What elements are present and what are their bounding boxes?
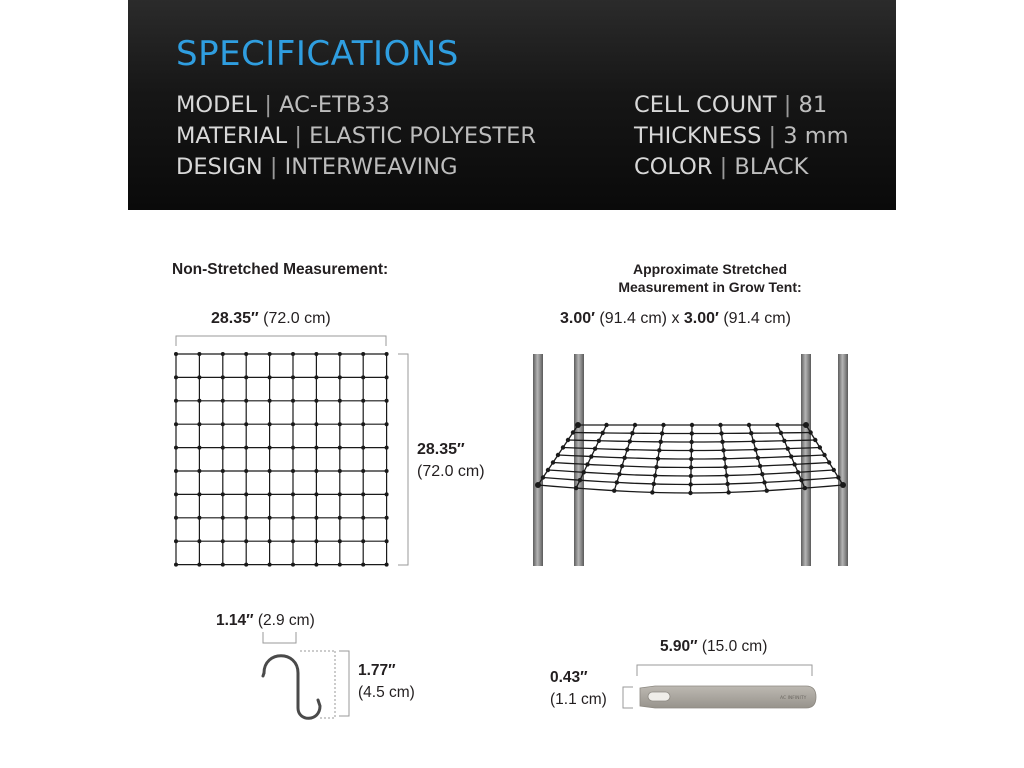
net-knot	[803, 486, 807, 490]
net-knot	[796, 470, 800, 474]
net-knot	[268, 516, 272, 520]
tent-pole	[801, 354, 811, 566]
net-knot	[174, 539, 178, 543]
net-knot	[722, 456, 726, 460]
net-knot	[268, 492, 272, 496]
net-knot	[291, 469, 295, 473]
net-knot	[314, 516, 318, 520]
net-knot	[385, 422, 389, 426]
net-knot	[726, 490, 730, 494]
net-knot	[268, 352, 272, 356]
net-knot	[361, 563, 365, 567]
net-knot	[760, 472, 764, 476]
net-knot	[221, 563, 225, 567]
net-knot	[782, 439, 786, 443]
net-knot	[385, 399, 389, 403]
net-knot	[244, 563, 248, 567]
net-knot	[385, 516, 389, 520]
net-knot	[566, 438, 570, 442]
net-knot	[574, 486, 578, 490]
net-knot	[221, 352, 225, 356]
net-knot	[604, 423, 608, 427]
net-knot	[541, 475, 545, 479]
net-knot	[338, 516, 342, 520]
net-knot	[244, 516, 248, 520]
net-width-label: 28.35″ (72.0 cm)	[211, 310, 331, 327]
net-knot	[630, 431, 634, 435]
net-knot	[291, 446, 295, 450]
net-knot	[268, 422, 272, 426]
net-knot	[244, 446, 248, 450]
net-knot	[338, 446, 342, 450]
stretched-heading: Approximate Stretched Measurement in Grow Tent:	[618, 261, 802, 295]
net-knot	[765, 488, 769, 492]
net-knot	[361, 446, 365, 450]
net-knot	[775, 423, 779, 427]
spec-value: BLACK	[734, 154, 809, 180]
net-knot	[546, 468, 550, 472]
net-knot	[314, 422, 318, 426]
net-knot	[585, 462, 589, 466]
net-knot	[244, 539, 248, 543]
net-knot	[361, 399, 365, 403]
net-knot	[385, 446, 389, 450]
net-knot	[197, 516, 201, 520]
net-knot	[291, 375, 295, 379]
net-knot	[314, 539, 318, 543]
net-height-bracket	[398, 354, 408, 565]
net-knot	[556, 453, 560, 457]
net-knot	[582, 470, 586, 474]
net-knot	[385, 539, 389, 543]
net-knot	[660, 431, 664, 435]
net-knot	[659, 440, 663, 444]
net-knot	[338, 399, 342, 403]
net-knot	[689, 448, 693, 452]
net-knot	[657, 448, 661, 452]
net-knot	[197, 399, 201, 403]
net-knot	[221, 492, 225, 496]
spec-cell-count: CELL COUNT | 81	[634, 92, 828, 118]
net-knot	[827, 460, 831, 464]
net-knot	[753, 447, 757, 451]
spec-value: ELASTIC POLYESTER	[309, 123, 536, 149]
net-knot	[617, 472, 621, 476]
net-knot	[597, 439, 601, 443]
net-knot	[268, 399, 272, 403]
net-knot	[361, 422, 365, 426]
net-knot	[385, 492, 389, 496]
net-knot	[652, 482, 656, 486]
net-knot	[221, 375, 225, 379]
net-knot	[688, 491, 692, 495]
spec-value: 3 mm	[783, 123, 849, 149]
net-knot	[832, 468, 836, 472]
net-knot	[620, 464, 624, 468]
net-knot	[244, 375, 248, 379]
spec-material: MATERIAL | ELASTIC POLYESTER	[176, 123, 536, 149]
net-knot	[314, 469, 318, 473]
net-knot	[822, 453, 826, 457]
net-height-label: 28.35″ (72.0 cm)	[417, 441, 485, 480]
net-knot	[268, 469, 272, 473]
net-knot	[799, 478, 803, 482]
net-knot	[197, 563, 201, 567]
velcro-strap-icon	[623, 665, 816, 708]
net-knot	[654, 465, 658, 469]
net-tie	[840, 482, 846, 488]
net-knot	[197, 446, 201, 450]
net-knot	[197, 492, 201, 496]
tent-pole	[533, 354, 543, 566]
stretched-dimensions-label: 3.00′ (91.4 cm) x 3.00′ (91.4 cm)	[560, 310, 791, 327]
net-knot	[622, 456, 626, 460]
net-knot	[174, 563, 178, 567]
net-knot	[314, 352, 318, 356]
spec-key: DESIGN	[176, 154, 263, 180]
net-knot	[314, 492, 318, 496]
net-knot	[653, 473, 657, 477]
net-knot	[174, 399, 178, 403]
spec-key: COLOR	[634, 154, 713, 180]
strap-imprint: AC INFINITY	[780, 696, 807, 701]
net-knot	[291, 422, 295, 426]
net-knot	[625, 447, 629, 451]
net-width-bracket	[176, 336, 386, 346]
net-knot	[361, 516, 365, 520]
net-knot	[244, 422, 248, 426]
s-hook-icon	[263, 632, 349, 718]
net-knot	[221, 446, 225, 450]
net-knot	[601, 431, 605, 435]
net-knot	[221, 516, 225, 520]
net-knot	[578, 478, 582, 482]
net-knot	[561, 445, 565, 449]
net-knot	[314, 375, 318, 379]
net-knot	[338, 375, 342, 379]
net-knot	[174, 469, 178, 473]
net-knot	[174, 492, 178, 496]
net-knot	[314, 446, 318, 450]
net-tie	[803, 422, 809, 428]
net-knot	[174, 516, 178, 520]
net-knot	[291, 563, 295, 567]
net-knot	[612, 488, 616, 492]
net-knot	[338, 492, 342, 496]
net-knot	[221, 539, 225, 543]
net-knot	[174, 446, 178, 450]
net-knot	[633, 423, 637, 427]
net-knot	[174, 422, 178, 426]
strap-length-label: 5.90″ (15.0 cm)	[660, 638, 768, 655]
net-knot	[836, 475, 840, 479]
net-knot	[720, 440, 724, 444]
net-knot	[385, 375, 389, 379]
spec-model: MODEL | AC-ETB33	[176, 92, 390, 118]
net-knot	[361, 352, 365, 356]
net-knot	[747, 423, 751, 427]
net-knot	[813, 438, 817, 442]
net-knot	[244, 399, 248, 403]
net-tie	[575, 422, 581, 428]
net-knot	[690, 431, 694, 435]
banner-title: SPECIFICATIONS	[176, 34, 459, 74]
net-knot	[758, 464, 762, 468]
net-knot	[314, 563, 318, 567]
net-knot	[661, 423, 665, 427]
net-knot	[244, 352, 248, 356]
net-knot	[808, 430, 812, 434]
net-knot	[551, 460, 555, 464]
net-knot	[244, 469, 248, 473]
net-knot	[689, 474, 693, 478]
net-knot	[628, 439, 632, 443]
net-knot	[361, 375, 365, 379]
net-knot	[724, 473, 728, 477]
net-knot	[615, 480, 619, 484]
net-knot	[197, 352, 201, 356]
net-knot	[719, 431, 723, 435]
spec-color: COLOR | BLACK	[634, 154, 809, 180]
net-knot	[338, 469, 342, 473]
net-knot	[338, 422, 342, 426]
net-knot	[650, 490, 654, 494]
net-knot	[291, 516, 295, 520]
net-knot	[786, 446, 790, 450]
spec-key: THICKNESS	[634, 123, 762, 149]
non-stretched-heading: Non-Stretched Measurement:	[172, 261, 389, 278]
strap-width-label: 0.43″ (1.1 cm)	[550, 669, 607, 708]
net-knot	[656, 456, 660, 460]
net-knot	[174, 352, 178, 356]
net-knot	[688, 482, 692, 486]
net-knot	[762, 480, 766, 484]
net-knot	[723, 465, 727, 469]
net-knot	[338, 563, 342, 567]
net-knot	[818, 445, 822, 449]
net-knot	[244, 492, 248, 496]
net-knot	[385, 469, 389, 473]
net-knot	[291, 399, 295, 403]
net-knot	[589, 454, 593, 458]
net-knot	[689, 457, 693, 461]
net-knot	[221, 399, 225, 403]
tent-pole	[574, 354, 584, 566]
net-knot	[361, 539, 365, 543]
net-knot	[268, 563, 272, 567]
net-knot	[361, 492, 365, 496]
net-knot	[792, 462, 796, 466]
net-tie	[535, 482, 541, 488]
net-knot	[197, 539, 201, 543]
net-knot	[779, 431, 783, 435]
spec-thickness: THICKNESS | 3 mm	[634, 123, 849, 149]
net-knot	[749, 431, 753, 435]
spec-key: CELL COUNT	[634, 92, 777, 118]
net-knot	[221, 422, 225, 426]
net-knot	[721, 448, 725, 452]
net-knot	[690, 423, 694, 427]
net-knot	[725, 482, 729, 486]
net-knot	[268, 446, 272, 450]
net-knot	[291, 492, 295, 496]
net-knot	[291, 539, 295, 543]
net-knot	[689, 440, 693, 444]
spec-value: AC-ETB33	[279, 92, 390, 118]
net-knot	[385, 352, 389, 356]
net-knot	[571, 430, 575, 434]
net-knot	[197, 469, 201, 473]
net-knot	[689, 465, 693, 469]
net-knot	[593, 446, 597, 450]
spec-key: MATERIAL	[176, 123, 288, 149]
net-knot	[268, 539, 272, 543]
net-knot	[338, 539, 342, 543]
net-knot	[756, 456, 760, 460]
net-knot	[221, 469, 225, 473]
net-knot	[197, 375, 201, 379]
net-knot	[361, 469, 365, 473]
hook-height-label: 1.77″ (4.5 cm)	[358, 662, 415, 701]
tent-pole	[838, 354, 848, 566]
net-knot	[338, 352, 342, 356]
spec-value: 81	[798, 92, 828, 118]
net-knot	[268, 375, 272, 379]
net-knot	[718, 423, 722, 427]
spec-key: MODEL	[176, 92, 258, 118]
net-knot	[385, 563, 389, 567]
net-knot	[314, 399, 318, 403]
spec-design: DESIGN | INTERWEAVING	[176, 154, 458, 180]
hook-width-label: 1.14″ (2.9 cm)	[216, 612, 315, 629]
net-knot	[789, 454, 793, 458]
spec-value: INTERWEAVING	[284, 154, 458, 180]
net-knot	[197, 422, 201, 426]
flat-trellis-net	[174, 352, 389, 567]
net-knot	[174, 375, 178, 379]
net-knot	[291, 352, 295, 356]
net-knot	[751, 439, 755, 443]
